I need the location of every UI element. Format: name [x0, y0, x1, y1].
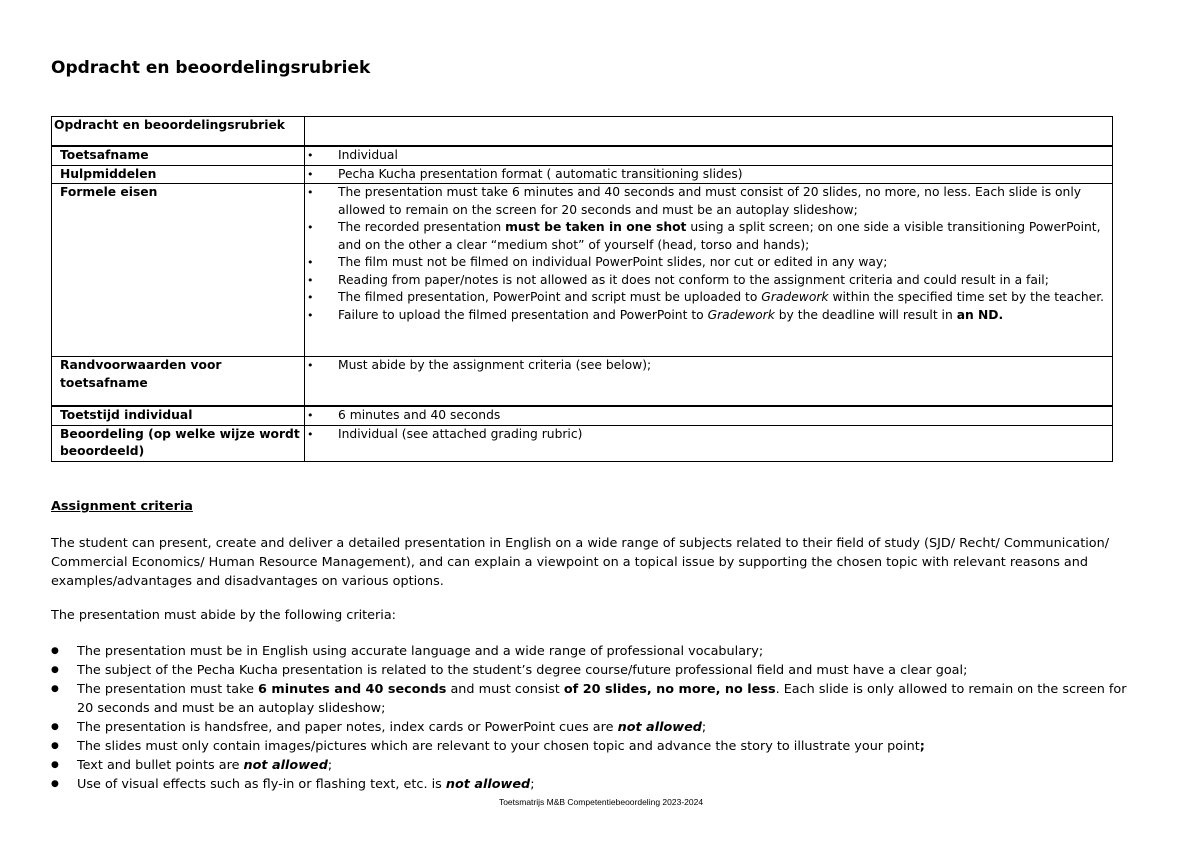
row-label: Toetsafname — [52, 146, 305, 165]
rubric-row-toetstijd — [52, 406, 1113, 425]
rubric-row-hulpmiddelen — [52, 165, 1113, 184]
bullet-item: • Must abide by the assignment criteria (see below); — [313, 357, 1108, 375]
rubric-header-row — [52, 117, 1113, 147]
row-value — [305, 406, 1113, 425]
row-label: Beoordeling (op welke wijze wordt beoordeeld) — [52, 425, 305, 461]
criteria-title: Assignment criteria — [51, 499, 193, 514]
row-label: Formele eisen — [52, 184, 305, 357]
row-value — [305, 146, 1113, 165]
bullet-item: • 6 minutes and 40 seconds — [313, 407, 1108, 425]
criteria-list — [51, 642, 1136, 794]
page-title: Opdracht en beoordelingsrubriek — [51, 58, 371, 78]
list-item: ● The presentation must be in English using accurate language and a wide range of professional vocabulary; — [51, 642, 1136, 661]
row-label: Hulpmiddelen — [52, 165, 305, 184]
bullet-item: • The presentation must take 6 minutes and 40 seconds and must consist of 20 slides, no more, no less. Each slide is only allowed to remain on the screen for 20 seconds and must be an autoplay slideshow; — [313, 184, 1108, 219]
list-item: ● The subject of the Pecha Kucha presentation is related to the student’s degree course/future professional field and must have a clear goal; — [51, 661, 1136, 680]
row-label: Randvoorwaarden voor toetsafname — [52, 357, 305, 407]
criteria-lead: The presentation must abide by the following criteria: — [51, 608, 396, 623]
row-value — [305, 357, 1113, 407]
rubric-row-randvoorwaarden — [52, 357, 1113, 407]
list-item: ● Text and bullet points are not allowed; — [51, 756, 1136, 775]
row-label: Toetstijd individual — [52, 406, 305, 425]
bullet-item: • Individual — [313, 147, 1108, 165]
bullet-item: • Failure to upload the filmed presentation and PowerPoint to Gradework by the deadline will result in an ND. — [313, 307, 1108, 325]
bullet-item: • Individual (see attached grading rubric) — [313, 426, 1108, 444]
row-value — [305, 425, 1113, 461]
list-item: ● Use of visual effects such as fly-in or flashing text, etc. is not allowed; — [51, 775, 1136, 794]
row-value — [305, 184, 1113, 357]
rubric-header-empty — [305, 117, 1113, 147]
criteria-intro: The student can present, create and deliver a detailed presentation in English on a wide range of subjects related to their field of study (SJD/ Recht/ Communication/ Commercial Economics/ Human Resource Management), and can explain a viewpoint on a topical issue by supporting the chosen topic with relevant reasons and examples/advantages and disadvantages on various options. — [51, 536, 1110, 589]
list-item: ● The slides must only contain images/pictures which are relevant to your chosen topic and advance the story to illustrate your point; — [51, 737, 1136, 756]
rubric-row-formele-eisen — [52, 184, 1113, 357]
bullet-item: • Reading from paper/notes is not allowed as it does not conform to the assignment criteria and could result in a fail; — [313, 272, 1108, 290]
bullet-item: • The recorded presentation must be taken in one shot using a split screen; on one side a visible transitioning PowerPoint, and on the other a clear “medium shot” of yourself (head, torso and hands); — [313, 219, 1108, 254]
bullet-item: • Pecha Kucha presentation format ( automatic transitioning slides) — [313, 166, 1108, 184]
list-item: ● The presentation is handsfree, and paper notes, index cards or PowerPoint cues are not allowed; — [51, 718, 1136, 737]
rubric-table — [51, 116, 1113, 462]
page-footer: Toetsmatrijs M&B Competentiebeoordeling 2023-2024 — [498, 797, 704, 807]
row-value — [305, 165, 1113, 184]
bullet-item: • The filmed presentation, PowerPoint and script must be uploaded to Gradework within the specified time set by the teacher. — [313, 289, 1108, 307]
rubric-row-beoordeling — [52, 425, 1113, 461]
bullet-item: • The film must not be filmed on individual PowerPoint slides, nor cut or edited in any way; — [313, 254, 1108, 272]
rubric-row-toetsafname — [52, 146, 1113, 165]
rubric-header-label: Opdracht en beoordelingsrubriek — [52, 117, 305, 147]
list-item: ● The presentation must take 6 minutes and 40 seconds and must consist of 20 slides, no more, no less. Each slide is only allowed to remain on the screen for 20 seconds and must be an autoplay slideshow; — [51, 680, 1136, 718]
